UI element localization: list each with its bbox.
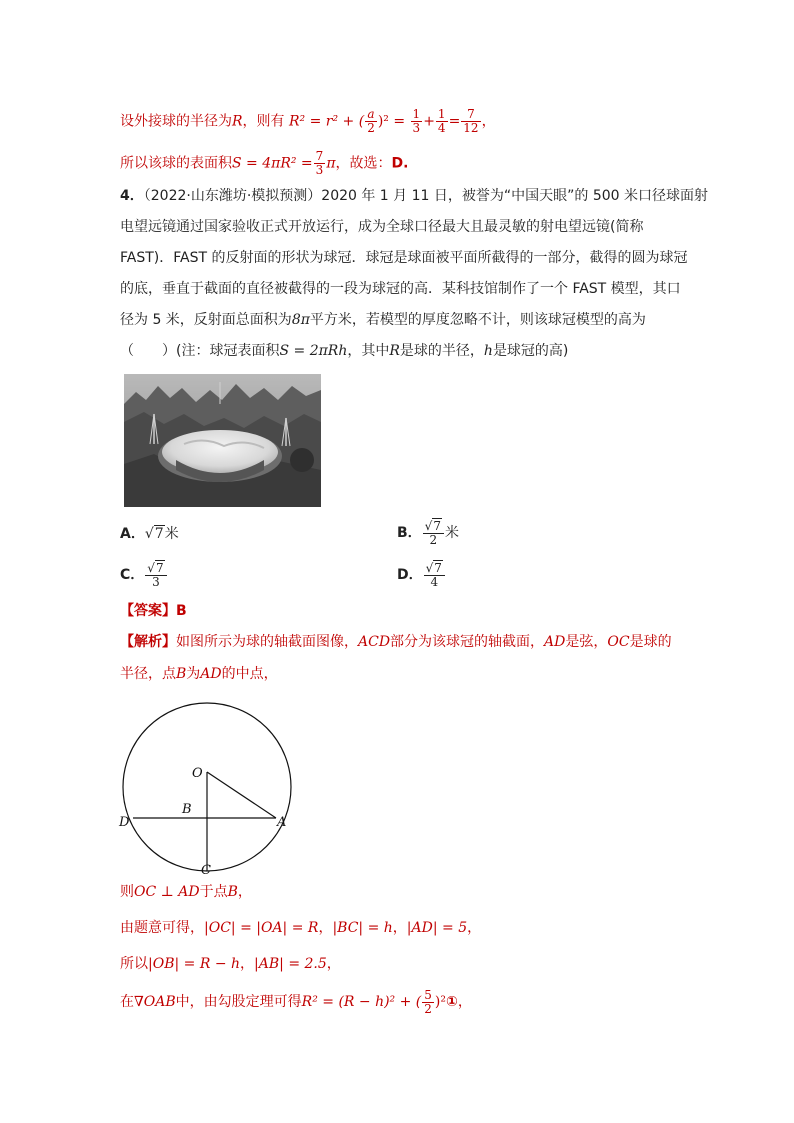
fraction: $\frac{√7}{3}$ <box>145 562 166 589</box>
fraction: $\frac{1}{3}$ <box>412 107 421 135</box>
label-a: A <box>277 815 287 830</box>
question-line-4: 的底，垂直于截面的直径被截得的一段为球冠的高．某科技馆制作了一个 FAST 模型，其口 <box>120 281 681 297</box>
sphere-cross-section-diagram <box>116 700 306 880</box>
question-line-5: 径为 5 米，反射面总面积为8π平方米，若模型的厚度忽略不计，则该球冠模型的高为 <box>120 312 646 328</box>
label-d: D <box>119 815 130 830</box>
step-line-1: 则OC ⊥ AD于点B， <box>120 884 252 900</box>
label-c: C <box>201 863 211 878</box>
question-line-6: （ ）(注：球冠表面积S = 2πRh，其中R是球的半径，h是球冠的高) <box>120 343 569 359</box>
telescope-illustration <box>124 374 321 507</box>
fraction: $\frac{√7}{2}$ <box>423 520 444 547</box>
fraction: $\frac{7}{3}$ <box>315 149 324 177</box>
option-b[interactable]: B． $\frac{√7}{2}$ 米 <box>397 518 459 547</box>
analysis-line-2: 半径，点B为AD的中点， <box>120 666 278 682</box>
label-b: B <box>182 802 192 817</box>
step-line-2: 由题意可得，|OC| = |OA| = R，|BC| = h，|AD| = 5， <box>120 920 482 936</box>
fraction: $\frac{a}{2}$ <box>367 107 375 135</box>
fraction: $\frac{7}{12}$ <box>463 107 479 135</box>
solution-line-radius: 设外接球的半径为R，则有 R² = r² + ( $\frac{a}{2}$ )² = $\frac{1}{3}$ + $\frac{1}{4}$ = $\frac{7}{12}$ ， <box>120 107 496 135</box>
radius-oa <box>207 772 276 818</box>
fraction: $\frac{5}{2}$ <box>424 987 432 1016</box>
option-a[interactable]: A．√7米 <box>120 526 179 542</box>
fraction: $\frac{√7}{4}$ <box>424 562 445 589</box>
fast-telescope-photo <box>124 374 321 507</box>
label-o: O <box>192 766 203 781</box>
option-d[interactable]: D． $\frac{√7}{4}$ <box>397 556 446 594</box>
circled-one-marker: ① <box>445 994 458 1010</box>
sqrt-symbol: √7 <box>144 526 164 542</box>
fraction: $\frac{1}{4}$ <box>437 107 446 135</box>
step-line-4: 在∇OAB中，由勾股定理可得R² = (R − h)² + ( $\frac{5}{2}$ )²①， <box>120 987 472 1016</box>
solution-line-area: 所以该球的表面积S = 4πR² = $\frac{7}{3}$ π，故选：D. <box>120 149 409 177</box>
question-line-1: 4．（2022·山东潍坊·模拟预测）2020 年 1 月 11 日，被誉为“中国天眼”的 500 米口径球面射 <box>120 188 709 204</box>
answer-line: 【答案】B <box>120 603 187 619</box>
question-line-3: FAST)．FAST 的反射面的形状为球冠．球冠是球面被平面所截得的一部分，截得的圆为球冠 <box>120 250 688 266</box>
question-line-2: 电望远镜通过国家验收正式开放运行，成为全球口径最大且最灵敏的射电望远镜(简称 <box>120 219 644 235</box>
step-line-3: 所以|OB| = R − h，|AB| = 2.5， <box>120 956 341 972</box>
option-c[interactable]: C． $\frac{√7}{3}$ <box>120 556 168 594</box>
analysis-line-1: 【解析】如图所示为球的轴截面图像，ACD部分为该球冠的轴截面，AD是弦，OC是球的 <box>120 634 672 650</box>
